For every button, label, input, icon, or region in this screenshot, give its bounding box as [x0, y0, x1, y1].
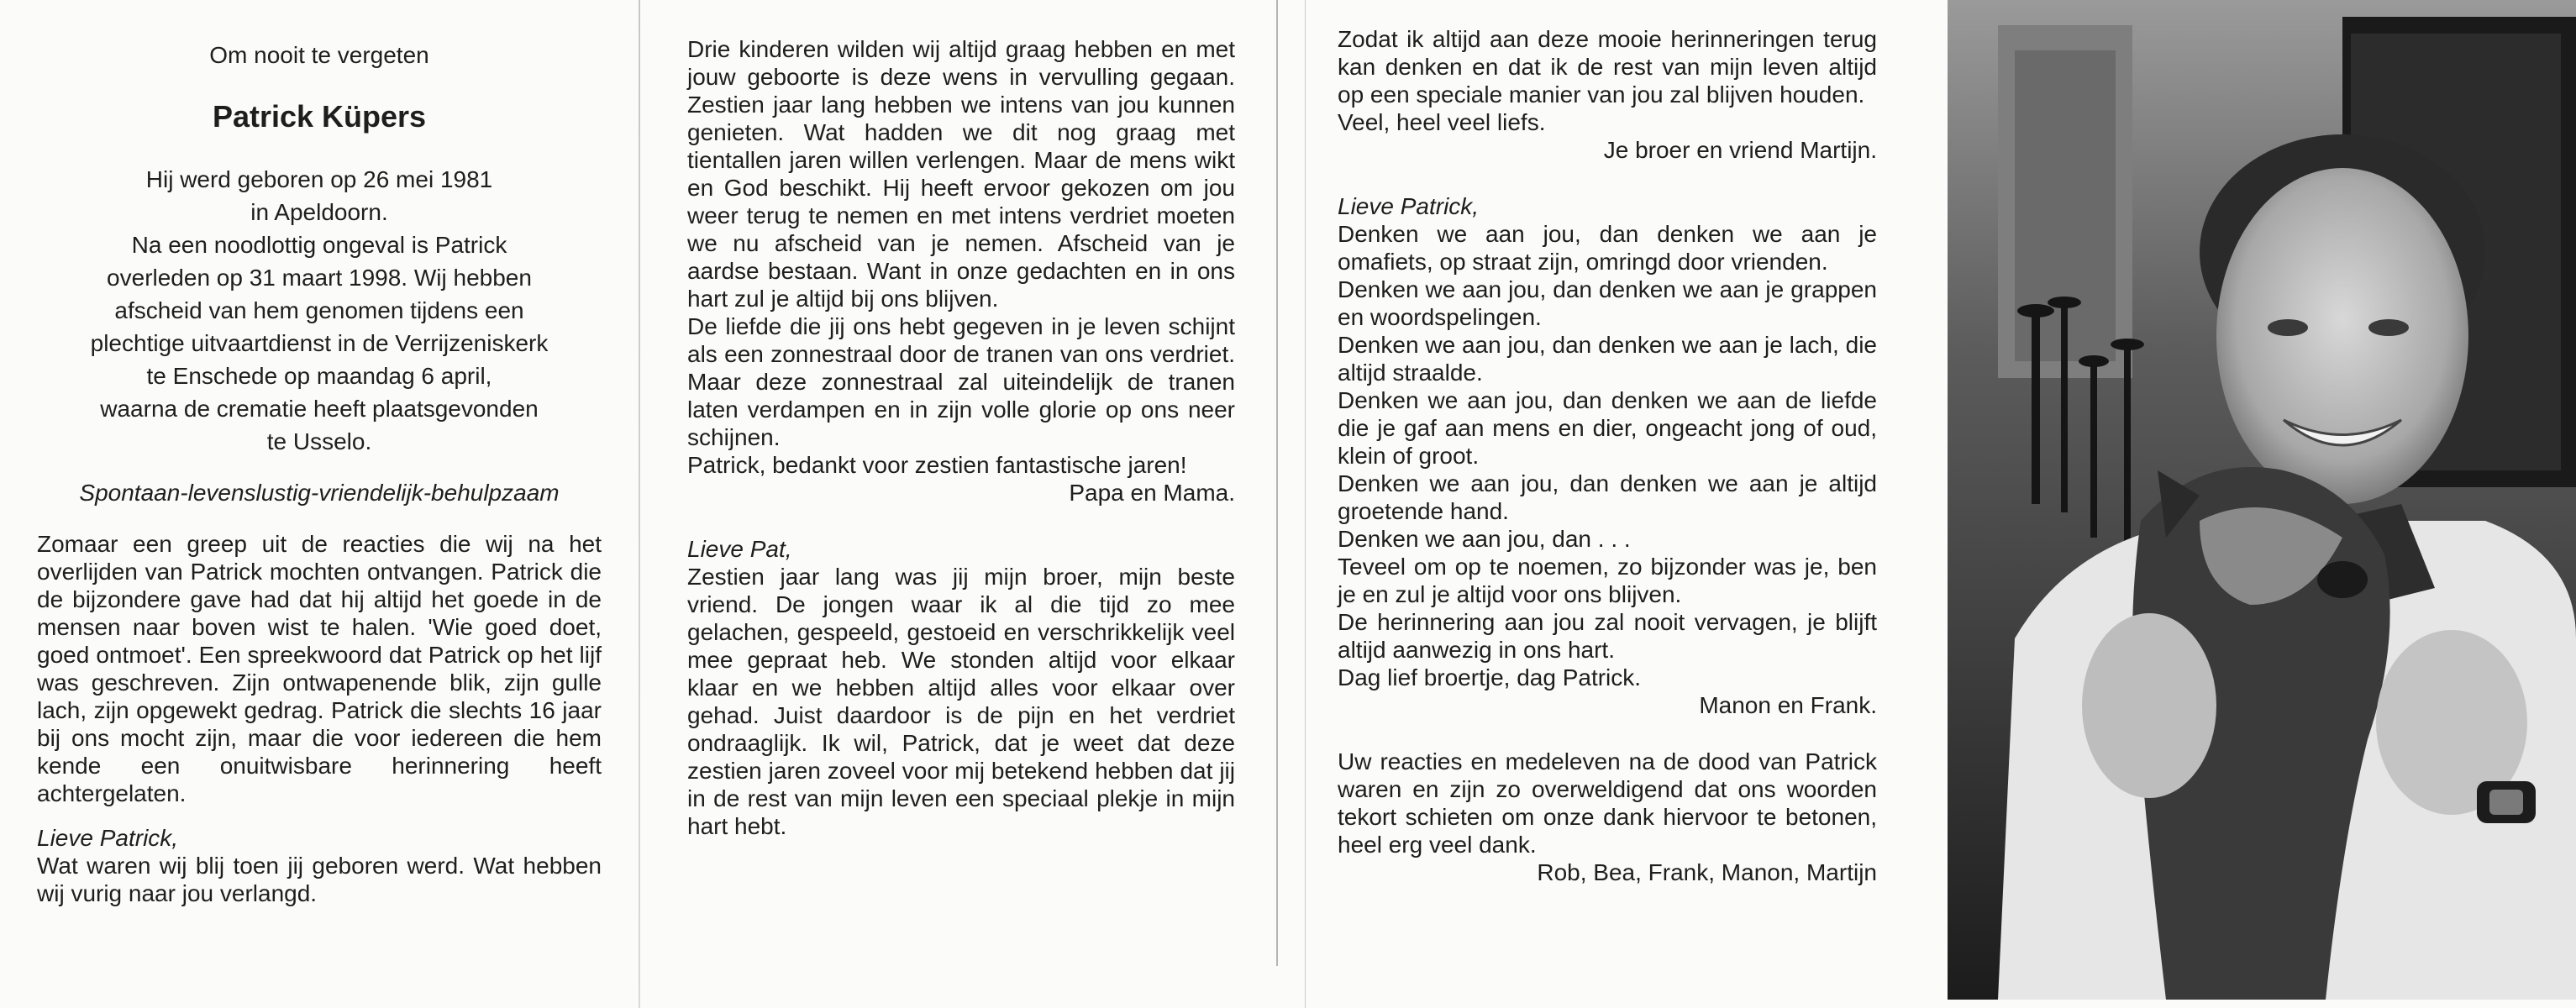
parents-text-start: Wat waren wij blij toen jij geboren werd. Wat hebben wij vurig naar jou verlangd.	[37, 853, 602, 906]
panel-three	[1277, 0, 1958, 1008]
portrait-photo-icon	[1948, 0, 2576, 1000]
intro-line: Hij werd geboren op 26 mei 1981	[145, 166, 493, 192]
panel-four	[1948, 0, 2576, 1008]
sister-line: Denken we aan jou, dan . . .	[1338, 526, 1631, 552]
intro-line: in Apeldoorn.	[250, 199, 388, 225]
sister-line: Teveel om op te noemen, zo bijzonder was je, ben je en zul je altijd voor ons blijven.	[1338, 554, 1877, 607]
sister-signature: Manon en Frank.	[1699, 692, 1877, 718]
sister-line: Dag lief broertje, dag Patrick.	[1338, 664, 1642, 690]
intro-block	[37, 163, 602, 458]
intro-line: afscheid van hem genomen tijdens een	[114, 297, 524, 323]
sister-line: Denken we aan jou, dan denken we aan de liefde die je gaf aan mens en dier, ongeacht jong of oud, klein of groot.	[1338, 387, 1877, 469]
parents-salutation: Lieve Patrick,	[37, 825, 179, 851]
panel-two	[639, 0, 1277, 1008]
brother-closing: Veel, heel veel liefs.	[1338, 109, 1546, 135]
intro-line: overleden op 31 maart 1998. Wij hebben	[107, 265, 532, 291]
intro-line: waarna de crematie heeft plaatsgevonden	[100, 396, 539, 422]
reactions-paragraph: Zomaar een greep uit de reacties die wij na het overlijden van Patrick mochten ontvangen. Patrick die de bijzondere gave had dat hij altijd het goede in de mensen naar boven wist te halen. 'Wie goed doet, goed ontmoet'. Een spreekwoord dat Patrick op het lijf was geschreven. Zijn ontwapenende blik, zijn gulle lach, zijn opgewekt gedrag. Patrick die slechts 16 jaar bij ons mocht zijn, maar die voor iedereen die hem kende een onuitwisbare herinnering heeft achtergelaten.	[37, 531, 602, 806]
parents-text-2: De liefde die jij ons hebt gegeven in je leven schijnt als een zonnestraal door de tranen van ons verdriet. Maar deze zonnestraal zal uiteindelijk de tranen laten verdampen en in zijn volle glorie op ons neer schijnen.	[687, 313, 1235, 450]
intro-line: te Enschede op maandag 6 april,	[146, 363, 492, 389]
sister-line: De herinnering aan jou zal nooit vervagen, je blijft altijd aanwezig in ons hart.	[1338, 609, 1877, 663]
parents-text-3: Patrick, bedankt voor zestien fantastische jaren!	[687, 452, 1187, 478]
parents-text: Drie kinderen wilden wij altijd graag hebben en met jouw geboorte is deze wens in vervulling gegaan. Zestien jaar lang hebben we intens van jou kunnen genieten. Wat hadden we dit nog graag met tientallen jaren willen verlengen. Maar de mens wikt en God beschikt. Hij heeft ervoor gekozen om jou weer terug te nemen en met intens verdriet moeten we nu afscheid van je nemen. Afscheid van je aardse bestaan. Want in onze gedachten en in ons hart zul je altijd bij ons blijven.	[687, 36, 1235, 312]
intro-line: Na een noodlottig ongeval is Patrick	[131, 232, 507, 258]
thanks-paragraph: Uw reacties en medeleven na de dood van Patrick waren en zijn zo overweldigend dat ons woorden tekort schieten om onze dank hiervoor te betonen, heel erg veel dank.	[1338, 748, 1877, 858]
parents-signature: Papa en Mama.	[1069, 480, 1235, 506]
sister-line: Denken we aan jou, dan denken we aan je altijd groetende hand.	[1338, 470, 1877, 524]
brother-salutation: Lieve Pat,	[687, 536, 792, 562]
brother-signature: Je broer en vriend Martijn.	[1603, 137, 1877, 163]
intro-line: te Usselo.	[266, 428, 372, 454]
sister-line: Denken we aan jou, dan denken we aan je lach, die altijd straalde.	[1338, 332, 1877, 386]
brother-text: Zestien jaar lang was jij mijn broer, mijn beste vriend. De jongen waar ik al die tijd zo mee gelachen, gespeeld, gestoeid en verschrikkelijk veel mee gepraat heb. We stonden altijd voor elkaar klaar en we hebben altijd alles voor elkaar over gehad. Juist daardoor is de pijn en het verdriet ondraaglijk. Ik wil, Patrick, dat je weet dat deze zestien jaren zoveel voor mij betekend hebben dat jij in de rest van mijn leven een speciaal plekje in mijn hart hebt.	[687, 564, 1235, 839]
sister-line: Denken we aan jou, dan denken we aan je grappen en woordspelingen.	[1338, 276, 1877, 330]
memorial-heading: Om nooit te vergeten	[209, 42, 429, 68]
family-signature: Rob, Bea, Frank, Manon, Martijn	[1537, 859, 1877, 885]
sister-salutation: Lieve Patrick,	[1338, 193, 1480, 219]
deceased-name: Patrick Küpers	[212, 99, 427, 134]
intro-line: plechtige uitvaartdienst in de Verrijzeniskerk	[90, 330, 549, 356]
motto: Spontaan-levenslustig-vriendelijk-behulpzaam	[79, 480, 560, 506]
panel-one	[0, 0, 639, 1008]
sister-line: Denken we aan jou, dan denken we aan je omafiets, op straat zijn, omringd door vrienden.	[1338, 221, 1877, 275]
brother-text-end: Zodat ik altijd aan deze mooie herinneringen terug kan denken en dat ik de rest van mijn leven altijd op een speciale manier van jou zal blijven houden.	[1338, 26, 1877, 108]
